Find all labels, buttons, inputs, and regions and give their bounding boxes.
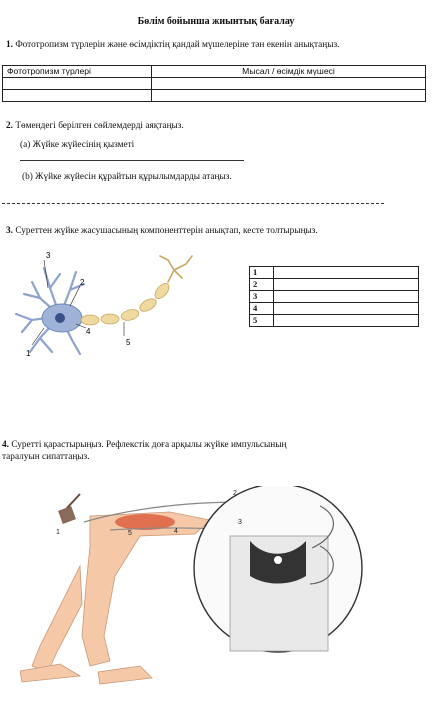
neuron-diagram [10,248,195,363]
question-2-number: 2. [6,121,13,131]
reflex-label-2: 2 [233,490,237,497]
answer-line-2a[interactable] [20,160,244,161]
row-number: 4 [250,303,274,315]
question-3-number: 3. [6,226,13,236]
row-number: 2 [250,279,274,291]
reflex-label-4: 4 [174,528,178,535]
question-4-number: 4. [2,440,9,450]
answer-cell[interactable] [274,267,419,279]
answer-cell[interactable] [274,279,419,291]
table-header-types: Фототропизм түрлері [3,66,152,78]
table-cell[interactable] [152,78,426,90]
row-number: 3 [250,291,274,303]
question-4-line-2: таралуын сипаттаңыз. [2,452,90,462]
table-cell[interactable] [152,90,426,102]
question-2 [6,120,184,132]
answer-cell[interactable] [274,303,419,315]
reflex-label-5: 5 [128,530,132,537]
table-header-example: Мысал / өсімдік мүшесі [152,66,426,78]
question-2b: (b) Жүйке жүйесін құрайтын құрылымдарды атаңыз. [22,172,232,182]
answer-cell[interactable] [274,291,419,303]
question-4-line-1: Суретті қарастырыңыз. Рефлекстік доға арқылы жүйке импульсының [11,440,287,450]
question-2-text: Төмендегі берілген сөйлемдерді аяқтаңыз. [15,121,184,131]
question-1-number: 1. [6,40,13,50]
page-title: Бөлім бойынша жиынтық бағалау [137,16,295,27]
row-number: 5 [250,315,274,327]
answer-line-2b[interactable] [2,203,384,204]
question-3 [6,225,318,237]
question-1 [6,39,340,51]
phototropism-table [2,65,426,102]
answer-cell[interactable] [274,315,419,327]
reflex-arc-diagram [20,486,415,706]
neuron-label-3: 3 [46,251,51,260]
reflex-label-1: 1 [56,529,60,536]
row-number: 1 [250,267,274,279]
table-cell[interactable] [3,90,152,102]
question-3-text: Суреттен жүйке жасушасының компоненттерін анықтап, кесте толтырыңыз. [15,226,318,236]
table-cell[interactable] [3,78,152,90]
neuron-label-5: 5 [126,338,131,347]
neuron-label-2: 2 [80,278,85,287]
neuron-answer-table [249,266,419,327]
neuron-label-1: 1 [26,349,31,358]
question-1-text: Фототропизм түрлерін және өсімдіктің қандай мүшелеріне тән екенін анықтаңыз. [15,40,340,50]
reflex-label-3: 3 [238,519,242,526]
neuron-label-4: 4 [86,327,91,336]
question-4 [2,439,286,463]
question-2a: (а) Жүйке жүйесінің қызметі [20,140,135,150]
